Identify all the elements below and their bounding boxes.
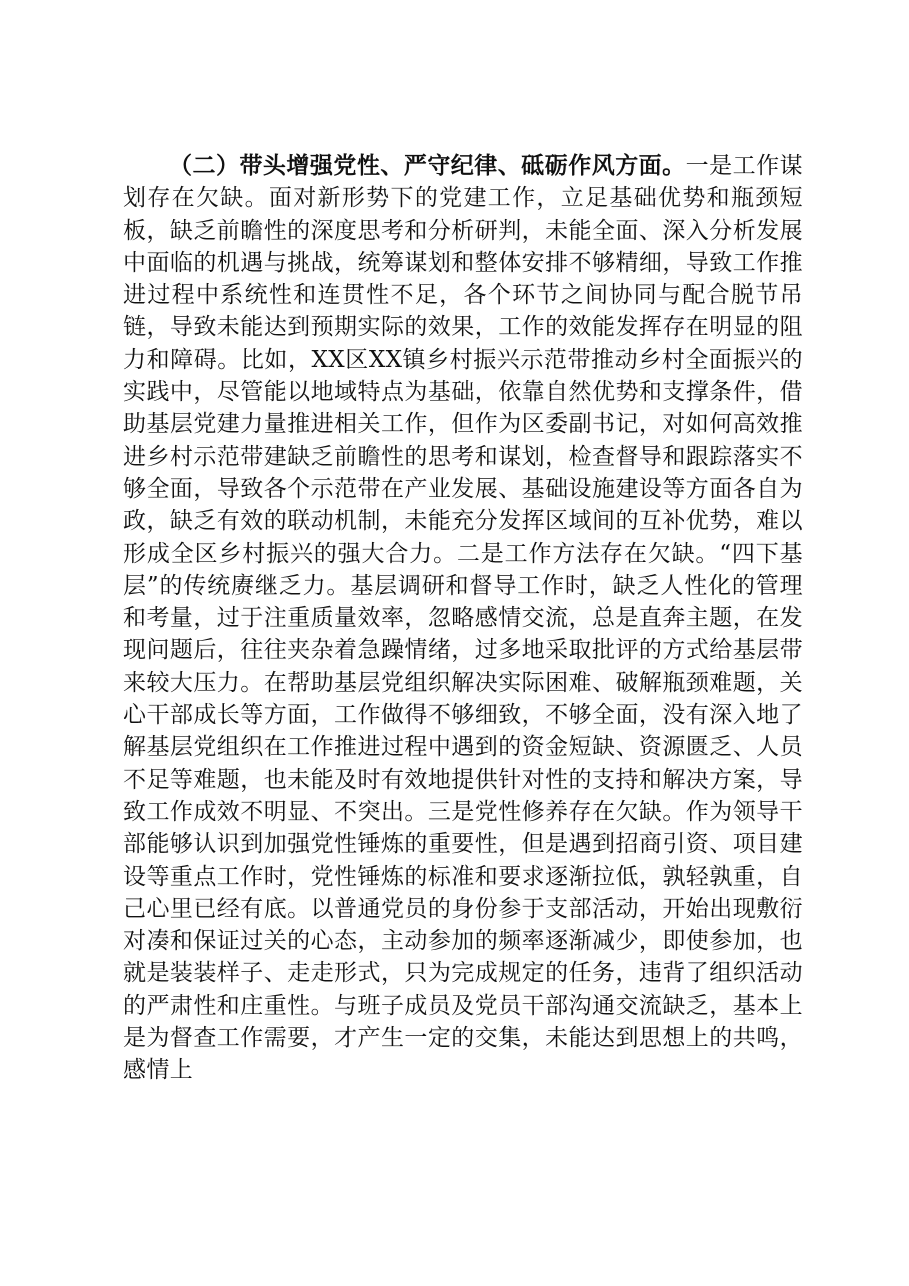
section-heading: （二）带头增强党性、严守纪律、砥砺作风方面。 [169,152,686,179]
paragraph-text: 一是工作谋划存在欠缺。面对新形势下的党建工作，立足基础优势和瓶颈短板，缺乏前瞻性的深度思考和分析研判，未能全面、深入分析发展中面临的机遇与挑战，统筹谋划和整体安排不够精细，导致工作推进过程中系统性和连贯性不足，各个环节之间协同与配合脱节吊链，导致未能达到预期实际的效果，工作的效能发挥存在明显的阻力和障碍。比如，XX区XX镇乡村振兴示范带推动乡村全面振兴的实践中，尽管能以地域特点为基础，依靠自然优势和支撑条件，借助基层党建力量推进相关工作，但作为区委副书记，对如何高效推进乡村示范带建缺乏前瞻性的思考和谋划，检查督导和跟踪落实不够全面，导致各个示范带在产业发展、基础设施建设等方面各自为政，缺乏有效的联动机制，未能充分发挥区域间的互补优势，难以形成全区乡村振兴的强大合力。二是工作方法存在欠缺。“四下基层”的传统赓继乏力。基层调研和督导工作时，缺乏人性化的管理和考量，过于注重质量效率，忽略感情交流，总是直奔主题，在发现问题后，往往夹杂着急躁情绪，过多地采取批评的方式给基层带来较大压力。在帮助基层党组织解决实际困难、破解瓶颈难题，关心干部成长等方面，工作做得不够细致，不够全面，没有深入地了解基层党组织在工作推进过程中遇到的资金短缺、资源匮乏、人员不足等难题，也未能及时有效地提供针对性的支持和解决方案，导致工作成效不明显、不突出。三是党性修养存在欠缺。作为领导干部能够认识到加强党性锤炼的重要性，但是遇到招商引资、项目建设等重点工作时，党性锤炼的标准和要求逐渐拉低，孰轻孰重，自己心里已经有底。以普通党员的身份参于支部活动，开始出现敷衍对凑和保证过关的心态，主动参加的频率逐渐减少，即使参加，也就是装装样子、走走形式，只为完成规定的任务，违背了组织活动的严肃性和庄重性。与班子成员及党员干部沟通交流缺乏，基本上是为督查工作需要，才产生一定的交集，未能达到思想上的共鸣，感情上 [123,153,803,1084]
body-paragraph [123,150,803,1087]
